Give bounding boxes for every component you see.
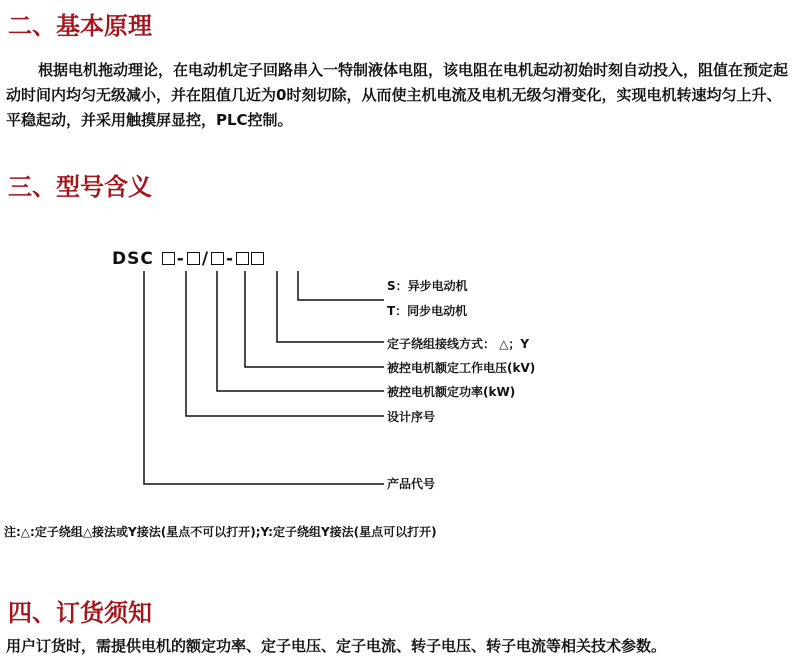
label-async-motor: S：异步电动机 bbox=[387, 279, 468, 293]
label-serial: 设计序号 bbox=[387, 410, 436, 424]
section-2-heading: 二、基本原理 bbox=[8, 12, 152, 40]
line-motor-type bbox=[298, 271, 384, 300]
section-3-heading: 三、型号含义 bbox=[8, 173, 152, 201]
label-sync-motor: T：同步电动机 bbox=[387, 304, 468, 318]
label-power: 被控电机额定功率(kW) bbox=[387, 385, 516, 399]
model-note: 注:△:定子绕组△接法或Y接法(星点不可以打开);Y:定子绕组Y接法(星点可以打开) bbox=[4, 525, 437, 539]
label-connection: 定子绕组接线方式： △；Y bbox=[387, 337, 530, 351]
model-code-prefix: DSC bbox=[112, 249, 154, 269]
principle-text: 根据电机拖动理论，在电动机定子回路串入一特制液体电阻，该电阻在电机起动初始时刻自动投入，阻值在预定起动时间内均匀无级减小，并在阻值几近为0时刻切除，从而使主机电流及电机无级匀滑变化，实现电机转速均匀上升、平稳起动，并采用触摸屏显控，PLC控制。 bbox=[6, 61, 789, 129]
line-connection bbox=[277, 271, 384, 342]
line-voltage bbox=[245, 271, 384, 367]
label-product-code: 产品代号 bbox=[387, 477, 436, 491]
section-4-heading: 四、订货须知 bbox=[8, 599, 152, 627]
label-voltage: 被控电机额定工作电压(kV) bbox=[387, 361, 536, 375]
line-product-code bbox=[144, 271, 384, 484]
line-power bbox=[217, 271, 384, 391]
line-serial bbox=[186, 271, 384, 416]
ordering-paragraph: 用户订货时，需提供电机的额定功率、定子电压、定子电流、转子电压、转子电流等相关技术参数。 bbox=[6, 637, 667, 655]
model-code: DSC - / - bbox=[112, 249, 265, 269]
